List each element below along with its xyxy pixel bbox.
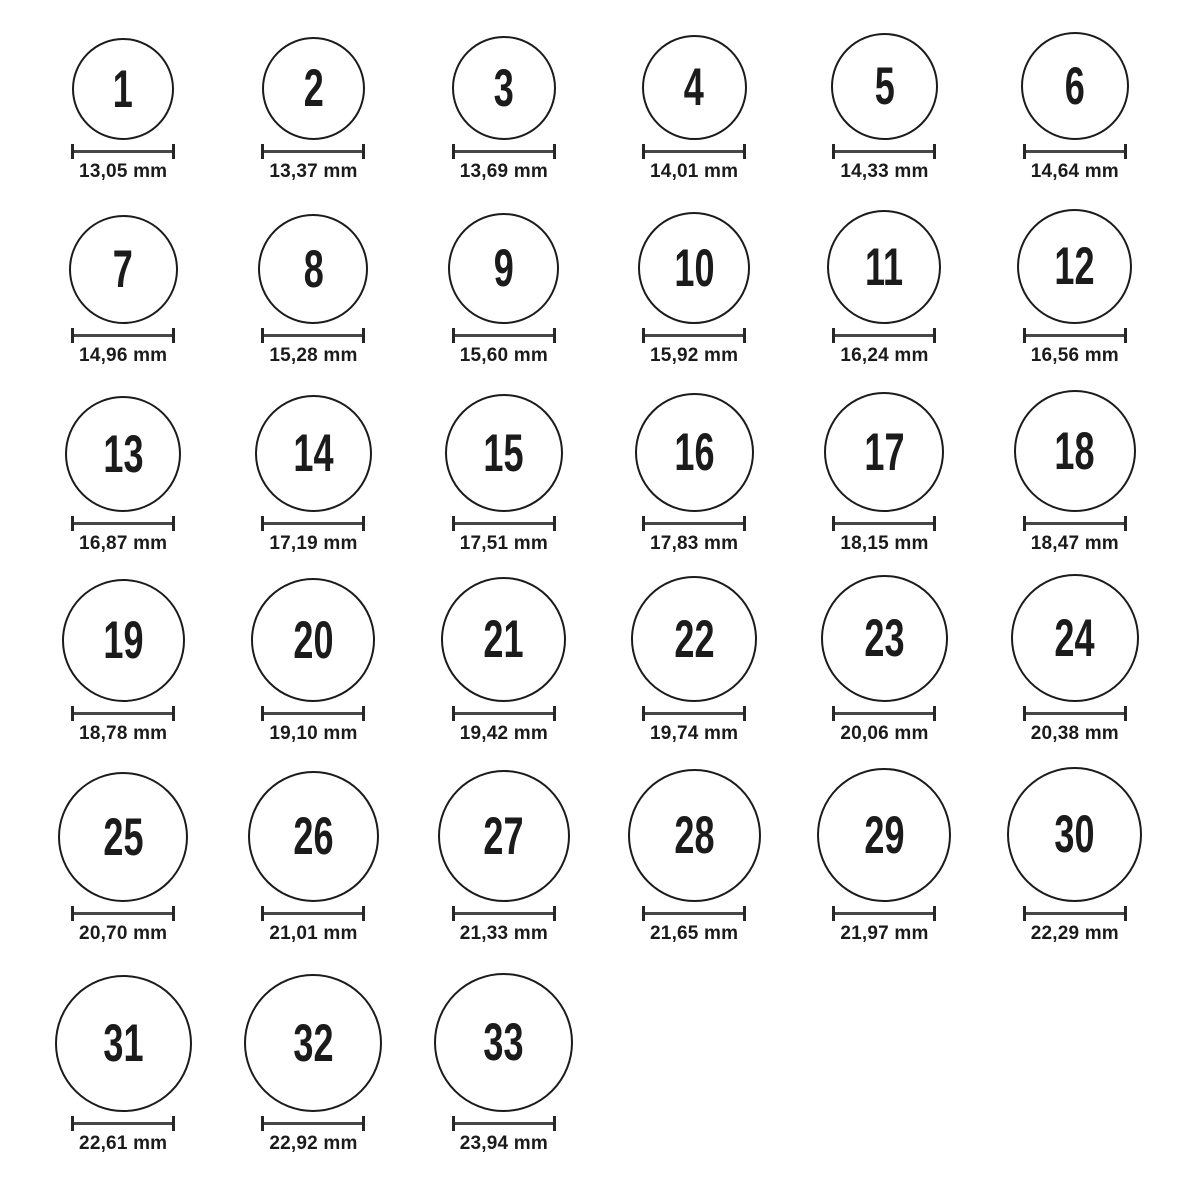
ring-circle	[642, 35, 747, 140]
ring-circle	[824, 392, 944, 512]
ruler-line	[74, 712, 172, 715]
ruler-line	[455, 150, 553, 153]
ruler-line	[645, 334, 743, 337]
ring-row	[28, 755, 1170, 955]
diameter-label: 23,94 mm	[459, 1133, 548, 1154]
ring-number: 29	[864, 805, 905, 865]
ring-circle	[248, 771, 379, 902]
ring-row	[28, 560, 1170, 755]
ring-cell	[789, 560, 979, 755]
ring-number: 9	[493, 239, 514, 298]
ruler-line	[645, 712, 743, 715]
ring-circle	[55, 975, 192, 1112]
ruler-line	[835, 712, 933, 715]
ring-number: 8	[303, 239, 324, 299]
diameter-ruler	[642, 706, 746, 721]
diameter-label: 14,64 mm	[1030, 161, 1119, 182]
ring-cell	[409, 560, 599, 755]
diameter-ruler	[832, 144, 936, 159]
ring-circle	[1017, 209, 1132, 324]
diameter-ruler	[1023, 328, 1127, 343]
diameter-ruler	[261, 516, 365, 531]
diameter-label: 21,97 mm	[840, 923, 929, 944]
ring-number: 2	[303, 59, 324, 118]
diameter-ruler	[1023, 706, 1127, 721]
ring-number: 23	[864, 609, 905, 668]
diameter-label: 19,10 mm	[269, 723, 358, 744]
diameter-label: 15,28 mm	[269, 345, 358, 366]
ruler-line	[455, 334, 553, 337]
diameter-label: 21,65 mm	[650, 923, 739, 944]
diameter-ruler	[1023, 516, 1127, 531]
diameter-ruler	[261, 706, 365, 721]
ring-cell	[409, 188, 599, 372]
ruler-line	[74, 1122, 172, 1125]
diameter-label: 21,01 mm	[269, 923, 358, 944]
diameter-ruler	[642, 328, 746, 343]
ring-number: 19	[103, 611, 144, 670]
diameter-ruler	[71, 1116, 175, 1131]
ring-circle	[821, 575, 948, 702]
ring-number: 16	[674, 423, 715, 482]
diameter-ruler	[832, 516, 936, 531]
diameter-label: 19,74 mm	[650, 723, 739, 744]
ring-cell	[28, 0, 218, 188]
ruler-line	[74, 150, 172, 153]
ruler-line	[264, 334, 362, 337]
diameter-ruler	[452, 516, 556, 531]
diameter-label: 17,83 mm	[650, 533, 739, 554]
ring-circle	[638, 212, 750, 324]
ring-cell	[599, 0, 789, 188]
ruler-line	[264, 912, 362, 915]
ring-cell	[218, 188, 408, 372]
ring-number: 13	[103, 424, 144, 484]
ring-number: 7	[113, 240, 134, 299]
diameter-label: 18,78 mm	[79, 723, 168, 744]
ring-circle	[817, 768, 951, 902]
ring-circle	[831, 33, 938, 140]
diameter-ruler	[642, 906, 746, 921]
diameter-ruler	[71, 706, 175, 721]
ring-circle	[441, 577, 566, 702]
ring-number: 5	[874, 57, 895, 116]
ring-circle	[62, 579, 185, 702]
ring-number: 10	[674, 238, 715, 298]
ring-cell	[28, 955, 218, 1165]
ring-cell	[28, 188, 218, 372]
ruler-line	[264, 1122, 362, 1125]
ruler-line	[455, 712, 553, 715]
ring-circle	[452, 36, 556, 140]
ring-cell	[218, 372, 408, 560]
diameter-label: 15,60 mm	[459, 345, 548, 366]
ring-row	[28, 372, 1170, 560]
diameter-label: 14,33 mm	[840, 161, 929, 182]
diameter-label: 14,96 mm	[79, 345, 168, 366]
diameter-label: 13,05 mm	[79, 161, 168, 182]
ruler-line	[645, 150, 743, 153]
ruler-line	[455, 522, 553, 525]
ring-cell	[409, 755, 599, 955]
diameter-ruler	[71, 516, 175, 531]
ring-cell	[218, 0, 408, 188]
diameter-label: 22,92 mm	[269, 1133, 358, 1154]
ring-number: 17	[864, 422, 905, 482]
ring-cell	[599, 560, 789, 755]
diameter-ruler	[452, 1116, 556, 1131]
ring-circle	[1014, 390, 1136, 512]
diameter-ruler	[452, 706, 556, 721]
ring-number: 26	[293, 807, 334, 866]
ring-cell	[218, 955, 408, 1165]
ruler-line	[1026, 912, 1124, 915]
ring-number: 24	[1054, 608, 1095, 668]
diameter-ruler	[71, 906, 175, 921]
ring-cell	[28, 560, 218, 755]
diameter-label: 16,24 mm	[840, 345, 929, 366]
ring-circle	[448, 213, 559, 324]
diameter-ruler	[642, 144, 746, 159]
diameter-label: 18,15 mm	[840, 533, 929, 554]
ring-cell	[980, 560, 1170, 755]
diameter-label: 19,42 mm	[459, 723, 548, 744]
diameter-label: 20,38 mm	[1030, 723, 1119, 744]
diameter-ruler	[452, 906, 556, 921]
ring-number: 32	[293, 1013, 334, 1073]
ruler-line	[264, 522, 362, 525]
ruler-line	[835, 150, 933, 153]
diameter-ruler	[1023, 906, 1127, 921]
diameter-label: 22,29 mm	[1030, 923, 1119, 944]
ruler-line	[264, 150, 362, 153]
ring-cell	[789, 372, 979, 560]
ruler-line	[1026, 334, 1124, 337]
ring-number: 1	[113, 59, 134, 119]
diameter-label: 20,06 mm	[840, 723, 929, 744]
ruler-line	[1026, 150, 1124, 153]
ring-cell	[789, 188, 979, 372]
diameter-ruler	[832, 706, 936, 721]
ruler-line	[645, 522, 743, 525]
ruler-line	[455, 912, 553, 915]
ring-cell	[409, 955, 599, 1165]
ruler-line	[74, 912, 172, 915]
ruler-line	[835, 912, 933, 915]
ring-number: 4	[684, 58, 705, 117]
ring-circle	[434, 973, 573, 1112]
diameter-ruler	[261, 144, 365, 159]
ring-number: 31	[103, 1014, 144, 1073]
ring-circle	[72, 38, 174, 140]
ring-circle	[251, 578, 375, 702]
ruler-line	[835, 522, 933, 525]
ring-cell	[599, 372, 789, 560]
ring-number: 12	[1054, 237, 1095, 296]
diameter-label: 16,87 mm	[79, 533, 168, 554]
ruler-line	[645, 912, 743, 915]
diameter-ruler	[71, 144, 175, 159]
ring-circle	[255, 395, 372, 512]
diameter-label: 13,69 mm	[459, 161, 548, 182]
diameter-ruler	[642, 516, 746, 531]
ruler-line	[74, 334, 172, 337]
diameter-label: 16,56 mm	[1030, 345, 1119, 366]
ring-number: 33	[483, 1013, 524, 1072]
ring-number: 18	[1054, 421, 1095, 481]
ring-cell	[599, 755, 789, 955]
ring-circle	[69, 215, 178, 324]
diameter-label: 14,01 mm	[650, 161, 739, 182]
ring-cell	[789, 755, 979, 955]
ring-number: 22	[674, 609, 715, 669]
ring-number: 3	[493, 58, 514, 118]
diameter-label: 13,37 mm	[269, 161, 358, 182]
ring-circle	[1021, 32, 1129, 140]
ruler-line	[1026, 522, 1124, 525]
ring-cell	[218, 560, 408, 755]
ring-cell	[409, 0, 599, 188]
ring-number: 21	[483, 610, 524, 669]
diameter-label: 20,70 mm	[79, 923, 168, 944]
ring-number: 6	[1064, 56, 1085, 116]
diameter-ruler	[832, 906, 936, 921]
diameter-ruler	[452, 144, 556, 159]
diameter-label: 17,51 mm	[459, 533, 548, 554]
ring-row	[28, 0, 1170, 188]
ring-cell	[409, 372, 599, 560]
diameter-label: 21,33 mm	[459, 923, 548, 944]
ring-number: 11	[865, 237, 904, 297]
ruler-line	[455, 1122, 553, 1125]
ring-circle	[65, 396, 181, 512]
ring-cell	[28, 372, 218, 560]
ring-number: 25	[103, 807, 144, 867]
ring-circle	[445, 394, 563, 512]
ring-number: 30	[1054, 805, 1095, 864]
ring-cell	[980, 755, 1170, 955]
diameter-ruler	[1023, 144, 1127, 159]
ring-number: 27	[483, 806, 524, 866]
ring-cell	[218, 755, 408, 955]
ring-circle	[631, 576, 757, 702]
diameter-ruler	[452, 328, 556, 343]
ring-circle	[635, 393, 754, 512]
ruler-line	[835, 334, 933, 337]
diameter-ruler	[261, 1116, 365, 1131]
ruler-line	[264, 712, 362, 715]
diameter-label: 22,61 mm	[79, 1133, 168, 1154]
ring-circle	[262, 37, 365, 140]
ruler-line	[74, 522, 172, 525]
diameter-label: 18,47 mm	[1030, 533, 1119, 554]
ring-circle	[258, 214, 368, 324]
diameter-ruler	[261, 328, 365, 343]
ring-number: 15	[483, 423, 524, 483]
ring-cell	[980, 372, 1170, 560]
diameter-label: 15,92 mm	[650, 345, 739, 366]
ring-cell	[980, 0, 1170, 188]
ring-cell	[789, 0, 979, 188]
ring-circle	[1007, 767, 1142, 902]
diameter-ruler	[71, 328, 175, 343]
ring-circle	[628, 769, 761, 902]
diameter-label: 17,19 mm	[269, 533, 358, 554]
ring-circle	[58, 772, 188, 902]
ring-circle	[827, 210, 941, 324]
ring-circle	[1011, 574, 1139, 702]
ring-number: 14	[293, 424, 334, 483]
ring-row	[28, 188, 1170, 372]
ring-row	[28, 955, 1170, 1165]
ruler-line	[1026, 712, 1124, 715]
ring-number: 28	[674, 806, 715, 865]
ring-circle	[244, 974, 382, 1112]
diameter-ruler	[261, 906, 365, 921]
ring-cell	[28, 755, 218, 955]
ring-circle	[438, 770, 570, 902]
diameter-ruler	[832, 328, 936, 343]
ring-number: 20	[293, 610, 334, 670]
ring-cell	[599, 188, 789, 372]
ring-cell	[980, 188, 1170, 372]
